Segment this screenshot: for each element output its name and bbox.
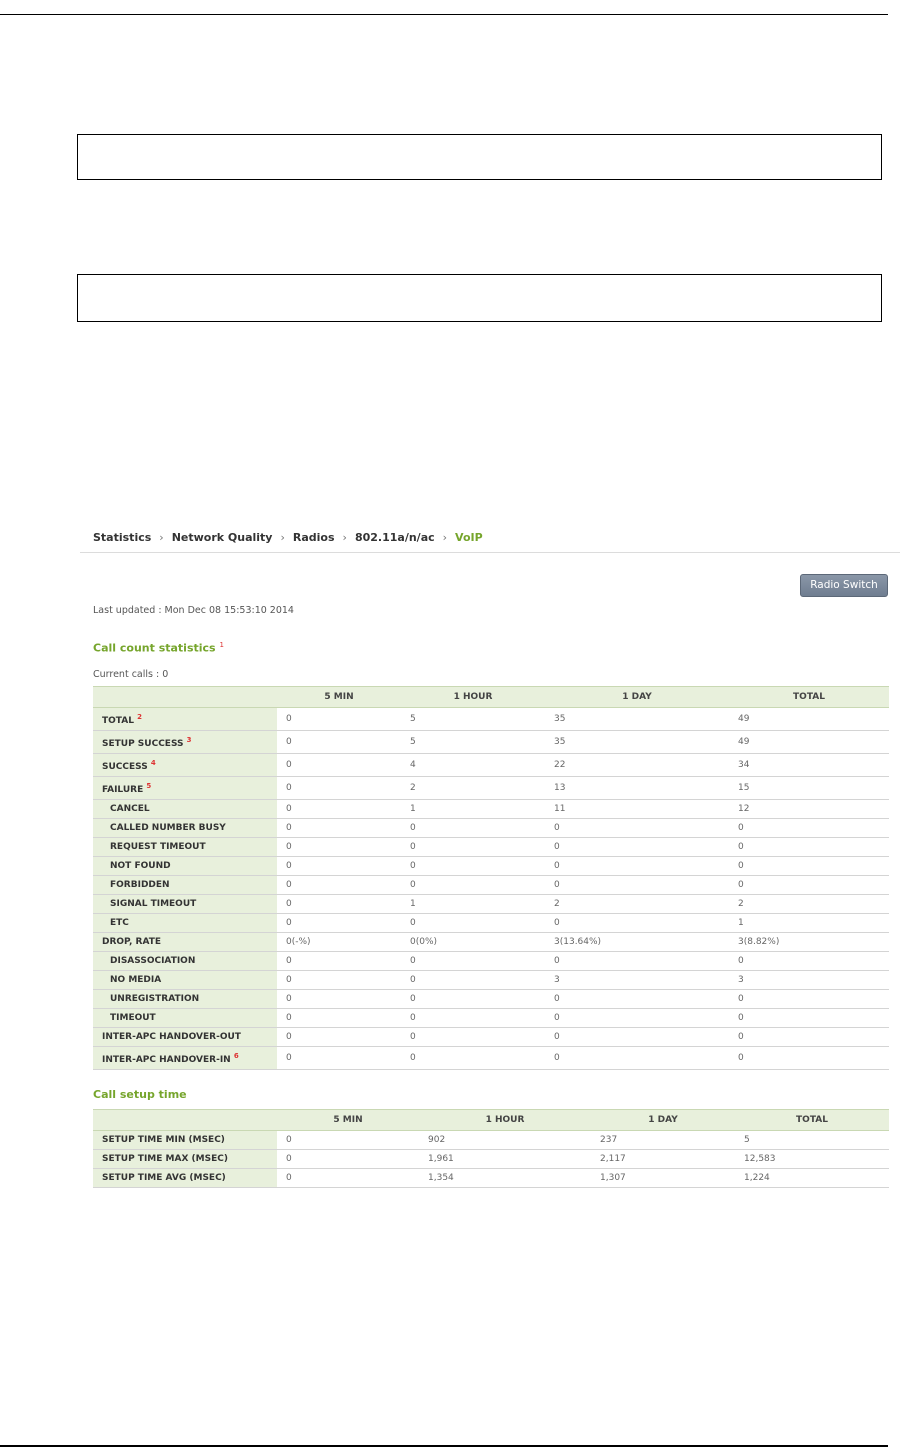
chevron-right-icon: ›	[280, 531, 285, 544]
row-label	[93, 731, 277, 754]
table-cell: 0	[401, 857, 545, 876]
table-cell: 0	[545, 819, 729, 838]
page-bottom-rule	[0, 1445, 888, 1447]
table-row	[93, 876, 889, 895]
column-header: 5 MIN	[277, 687, 401, 708]
table-cell: 0	[277, 857, 401, 876]
table-header-row	[93, 687, 889, 708]
table-cell: 0	[401, 990, 545, 1009]
table-cell: 0	[401, 838, 545, 857]
table-row	[93, 1169, 889, 1188]
footnote-marker: 5	[146, 781, 152, 790]
last-updated-text: Last updated : Mon Dec 08 15:53:10 2014	[93, 605, 294, 616]
call-setup-time-rows	[93, 1131, 889, 1188]
column-header: 5 MIN	[277, 1110, 419, 1131]
table-cell: 0	[545, 876, 729, 895]
table-row	[93, 971, 889, 990]
table-cell: 0	[545, 952, 729, 971]
table-cell: 0	[277, 1028, 401, 1047]
table-cell: 0	[277, 819, 401, 838]
row-label-text: NO MEDIA	[110, 975, 162, 985]
row-label-text: SETUP TIME AVG (MSEC)	[102, 1173, 226, 1183]
table-row	[93, 838, 889, 857]
table-cell: 902	[419, 1131, 591, 1150]
row-label-text: CALLED NUMBER BUSY	[110, 823, 226, 833]
table-cell: 0	[729, 876, 889, 895]
call-setup-time-table	[93, 1109, 889, 1188]
table-cell: 5	[401, 708, 545, 731]
table-row	[93, 1028, 889, 1047]
table-cell: 0	[401, 914, 545, 933]
table-header-row	[93, 1110, 889, 1131]
row-label	[93, 800, 277, 819]
row-label	[93, 1047, 277, 1070]
table-cell: 237	[591, 1131, 735, 1150]
table-row	[93, 777, 889, 800]
table-cell: 2	[729, 895, 889, 914]
table-cell: 0	[545, 990, 729, 1009]
row-label	[93, 952, 277, 971]
table-cell: 0	[277, 876, 401, 895]
call-count-table	[93, 686, 889, 1070]
chevron-right-icon: ›	[159, 531, 164, 544]
row-label	[93, 857, 277, 876]
table-cell: 0	[545, 1009, 729, 1028]
radio-switch-button[interactable]: Radio Switch	[800, 574, 888, 597]
table-cell: 0	[277, 990, 401, 1009]
row-label	[93, 1150, 277, 1169]
table-row	[93, 708, 889, 731]
row-label	[93, 971, 277, 990]
table-cell: 0	[401, 819, 545, 838]
table-cell: 0	[401, 1047, 545, 1070]
breadcrumb-80211anac[interactable]: 802.11a/n/ac	[354, 531, 435, 544]
table-cell: 0	[401, 952, 545, 971]
row-label	[93, 914, 277, 933]
table-cell: 3(8.82%)	[729, 933, 889, 952]
table-cell: 35	[545, 731, 729, 754]
table-cell: 2	[401, 777, 545, 800]
table-cell: 0	[401, 876, 545, 895]
row-label-text: FORBIDDEN	[110, 880, 170, 890]
column-header: 1 HOUR	[401, 687, 545, 708]
table-row	[93, 800, 889, 819]
row-label	[93, 1009, 277, 1028]
table-cell: 0	[729, 838, 889, 857]
table-row	[93, 1009, 889, 1028]
table-cell: 0	[729, 1028, 889, 1047]
row-label	[93, 1131, 277, 1150]
row-label-text: SETUP SUCCESS	[102, 738, 184, 749]
table-row	[93, 731, 889, 754]
footnote-marker: 3	[186, 735, 192, 744]
table-cell: 34	[729, 754, 889, 777]
table-cell: 5	[401, 731, 545, 754]
call-setup-time-title: Call setup time	[93, 1088, 187, 1101]
page-top-rule	[0, 14, 888, 15]
table-cell: 0	[545, 1047, 729, 1070]
table-cell: 49	[729, 708, 889, 731]
table-cell: 0	[729, 1009, 889, 1028]
table-cell: 1,961	[419, 1150, 591, 1169]
table-cell: 0	[729, 990, 889, 1009]
table-cell: 1	[401, 895, 545, 914]
breadcrumb	[93, 531, 483, 544]
row-label	[93, 777, 277, 800]
table-cell: 1	[401, 800, 545, 819]
row-label	[93, 990, 277, 1009]
row-label-text: UNREGISTRATION	[110, 994, 200, 1004]
column-header: 1 DAY	[591, 1110, 735, 1131]
table-cell: 0	[277, 1131, 419, 1150]
table-cell: 12	[729, 800, 889, 819]
table-cell: 5	[735, 1131, 889, 1150]
chevron-right-icon: ›	[342, 531, 347, 544]
footnote-marker: 1	[219, 641, 224, 649]
table-cell: 0	[277, 914, 401, 933]
empty-frame-2	[77, 274, 882, 322]
table-cell: 0	[277, 1169, 419, 1188]
table-row	[93, 914, 889, 933]
table-cell: 0	[277, 1009, 401, 1028]
breadcrumb-radios[interactable]: Radios	[292, 531, 335, 544]
column-header: TOTAL	[735, 1110, 889, 1131]
row-label-text: DISASSOCIATION	[110, 956, 196, 966]
table-cell: 1,354	[419, 1169, 591, 1188]
table-cell: 3(13.64%)	[545, 933, 729, 952]
row-label	[93, 933, 277, 952]
row-label-text: SETUP TIME MIN (MSEC)	[102, 1135, 225, 1145]
table-cell: 0	[401, 971, 545, 990]
table-row	[93, 754, 889, 777]
row-label	[93, 1028, 277, 1047]
column-header: TOTAL	[729, 687, 889, 708]
breadcrumb-statistics[interactable]: Statistics	[93, 531, 152, 544]
table-cell: 0	[277, 1047, 401, 1070]
table-cell: 2	[545, 895, 729, 914]
call-count-rows	[93, 708, 889, 1070]
row-label-text: INTER-APC HANDOVER-OUT	[102, 1032, 241, 1042]
call-count-title-text: Call count statistics	[93, 641, 216, 655]
table-cell: 2,117	[591, 1150, 735, 1169]
table-cell: 0	[545, 914, 729, 933]
table-row	[93, 895, 889, 914]
table-cell: 3	[545, 971, 729, 990]
voip-statistics-screenshot	[80, 520, 900, 1200]
table-cell: 0	[729, 1047, 889, 1070]
column-header: 1 HOUR	[419, 1110, 591, 1131]
table-cell: 0	[277, 1150, 419, 1169]
table-cell: 0	[401, 1028, 545, 1047]
table-cell: 0	[545, 838, 729, 857]
table-cell: 0	[545, 1028, 729, 1047]
table-cell: 1,307	[591, 1169, 735, 1188]
table-cell: 0(0%)	[401, 933, 545, 952]
breadcrumb-current-voip: VoIP	[455, 531, 483, 544]
table-cell: 0	[277, 708, 401, 731]
row-label	[93, 876, 277, 895]
footnote-marker: 6	[233, 1051, 239, 1060]
row-label	[93, 895, 277, 914]
table-row	[93, 1131, 889, 1150]
table-header-blank	[93, 687, 277, 708]
row-label	[93, 1169, 277, 1188]
table-row	[93, 933, 889, 952]
table-cell: 3	[729, 971, 889, 990]
table-cell: 12,583	[735, 1150, 889, 1169]
table-cell: 0	[277, 754, 401, 777]
table-row	[93, 952, 889, 971]
table-row	[93, 990, 889, 1009]
table-cell: 0	[545, 857, 729, 876]
table-row	[93, 1047, 889, 1070]
table-cell: 49	[729, 731, 889, 754]
table-cell: 11	[545, 800, 729, 819]
table-header-blank	[93, 1110, 277, 1131]
row-label	[93, 708, 277, 731]
row-label-text: REQUEST TIMEOUT	[110, 842, 206, 852]
table-cell: 0	[277, 731, 401, 754]
table-cell: 0	[729, 857, 889, 876]
row-label	[93, 754, 277, 777]
chevron-right-icon: ›	[442, 531, 448, 544]
footnote-marker: 2	[137, 712, 142, 721]
table-cell: 0	[729, 952, 889, 971]
table-cell: 0	[277, 971, 401, 990]
table-cell: 0	[277, 800, 401, 819]
row-label-text: FAILURE	[102, 784, 144, 795]
row-label-text: ETC	[110, 918, 129, 928]
table-cell: 0	[277, 838, 401, 857]
table-cell: 1	[729, 914, 889, 933]
row-label-text: CANCEL	[110, 804, 150, 814]
column-header: 1 DAY	[545, 687, 729, 708]
breadcrumb-divider	[80, 552, 900, 553]
table-cell: 0	[277, 952, 401, 971]
row-label-text: NOT FOUND	[110, 861, 171, 871]
table-cell: 0	[277, 895, 401, 914]
table-cell: 13	[545, 777, 729, 800]
table-cell: 15	[729, 777, 889, 800]
table-row	[93, 819, 889, 838]
footnote-marker: 4	[150, 758, 156, 767]
row-label-text: SETUP TIME MAX (MSEC)	[102, 1154, 228, 1164]
table-row	[93, 1150, 889, 1169]
row-label-text: DROP, RATE	[102, 937, 162, 947]
empty-frame-1	[77, 134, 882, 180]
table-cell: 4	[401, 754, 545, 777]
table-cell: 1,224	[735, 1169, 889, 1188]
row-label	[93, 819, 277, 838]
row-label-text: TIMEOUT	[110, 1013, 156, 1023]
table-row	[93, 857, 889, 876]
current-calls-text: Current calls : 0	[93, 669, 169, 680]
breadcrumb-network-quality[interactable]: Network Quality	[171, 531, 273, 544]
row-label-text: SUCCESS	[102, 761, 148, 772]
table-cell: 0	[277, 777, 401, 800]
row-label	[93, 838, 277, 857]
table-cell: 0	[729, 819, 889, 838]
table-cell: 0	[401, 1009, 545, 1028]
row-label-text: TOTAL	[102, 715, 134, 726]
table-cell: 22	[545, 754, 729, 777]
table-cell: 35	[545, 708, 729, 731]
row-label-text: SIGNAL TIMEOUT	[110, 899, 197, 909]
call-count-title	[93, 641, 224, 655]
table-cell: 0(-%)	[277, 933, 401, 952]
row-label-text: INTER-APC HANDOVER-IN	[102, 1054, 231, 1065]
